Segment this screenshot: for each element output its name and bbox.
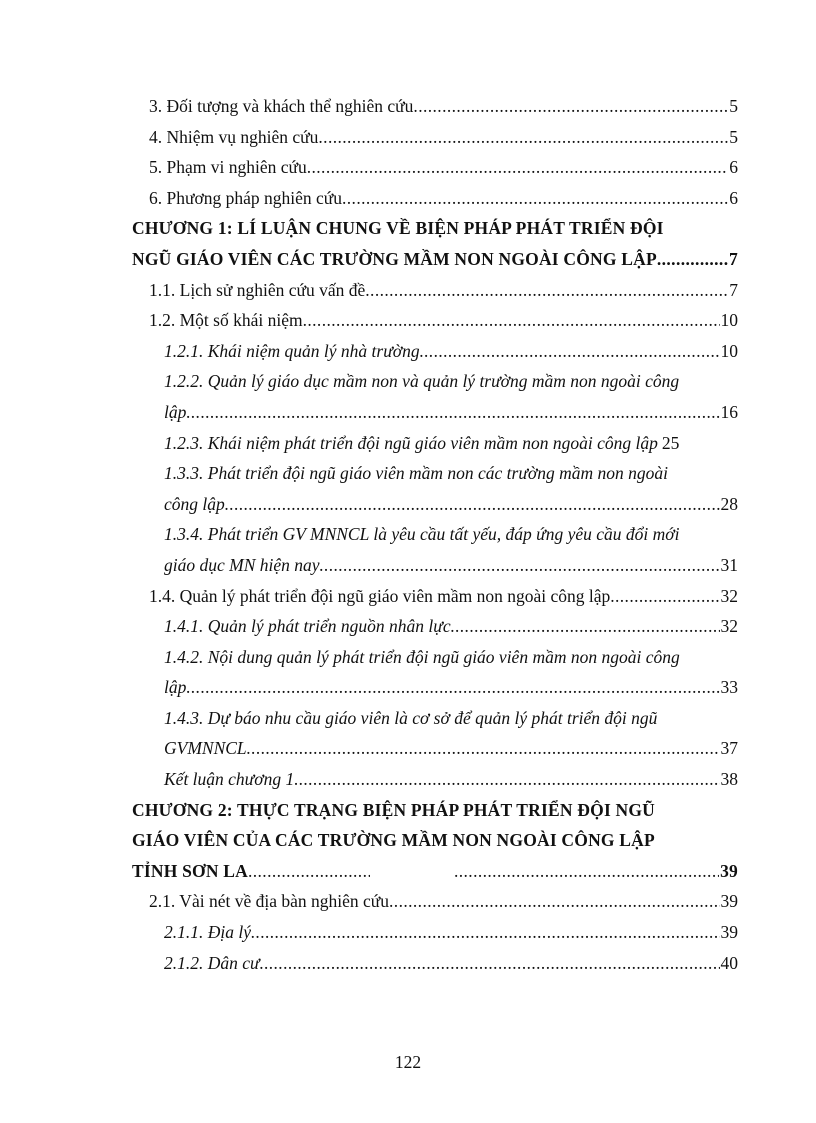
toc-entry-1-4-1[interactable] xyxy=(132,611,738,642)
dot-leader xyxy=(420,336,720,367)
toc-entry-title: 1.2.2. Quản lý giáo dục mầm non và quản lý trường mầm non ngoài công xyxy=(164,371,680,392)
toc-entry-title: 1.4.2. Nội dung quản lý phát triển đội ngũ giáo viên mầm non ngoài công xyxy=(164,646,680,667)
dot-leader xyxy=(657,244,728,275)
toc-entry-page: 31 xyxy=(720,554,738,575)
toc-entry-2-1-1[interactable] xyxy=(132,917,738,948)
toc-entry-page: 5 xyxy=(729,96,738,116)
toc-entry-title: 2.1.1. Địa lý xyxy=(164,922,252,943)
toc-entry-title: 2.1. Vài nét về địa bàn nghiên cứu xyxy=(149,891,390,912)
dot-leader xyxy=(294,764,719,795)
dot-leader xyxy=(248,856,370,887)
toc-entry-page: 32 xyxy=(720,616,738,637)
toc-entry-page: 5 xyxy=(729,126,738,147)
toc-entry-page: 10 xyxy=(720,310,738,331)
dot-leader xyxy=(247,733,720,764)
toc-entry-title: 1.1. Lịch sử nghiên cứu vấn đề xyxy=(149,279,366,300)
dot-leader xyxy=(307,152,729,183)
toc-entry-1-3-3[interactable] xyxy=(132,458,738,519)
toc-entry-6[interactable] xyxy=(132,183,738,214)
toc-entry-page: 33 xyxy=(720,677,738,698)
toc-entry-title: 4. Nhiệm vụ nghiên cứu xyxy=(149,126,319,147)
toc-entry-2-1-2[interactable] xyxy=(132,948,738,979)
toc-entry-page: 6 xyxy=(729,157,738,178)
toc-entry-title: 1.2.3. Khái niệm phát triển đội ngũ giáo viên mầm non ngoài công lập xyxy=(164,432,658,453)
toc-entry-title-cont: GVMNNCL xyxy=(164,738,247,759)
toc-entry-1-4[interactable] xyxy=(132,581,738,612)
toc-entry-1-1[interactable] xyxy=(132,275,738,306)
toc-entry-title: 1.2. Một số khái niệm xyxy=(149,310,303,331)
dot-leader xyxy=(251,917,719,948)
dot-leader xyxy=(225,489,720,520)
toc-entry-title: Kết luận chương 1 xyxy=(164,769,295,790)
dot-leader xyxy=(303,305,720,336)
toc-entry-title: 1.3.4. Phát triển GV MNNCL là yêu cầu tất yếu, đáp ứng yêu cầu đổi mới xyxy=(164,524,680,545)
toc-entry-1-4-3[interactable] xyxy=(132,703,738,764)
toc-entry-title-cont: lập xyxy=(164,677,187,698)
toc-entry-title: 2.1.2. Dân cư xyxy=(164,952,260,973)
chapter-title-line: GIÁO VIÊN CỦA CÁC TRƯỜNG MẦM NON NGOÀI CÔNG LẬP xyxy=(132,830,655,851)
toc-entry-page: 39 xyxy=(720,891,738,912)
toc-entry-conclusion-1[interactable] xyxy=(132,764,738,795)
dot-leader xyxy=(610,581,719,612)
toc-entry-1-2-1[interactable] xyxy=(132,336,738,367)
toc-entry-title-cont: công lập xyxy=(164,493,225,514)
toc-entry-page: 40 xyxy=(720,952,738,973)
toc-entry-page: 37 xyxy=(720,738,738,759)
toc-entry-page: 38 xyxy=(720,769,738,790)
dot-leader xyxy=(318,122,728,153)
chapter-title-line: TỈNH SƠN LA xyxy=(132,860,248,881)
toc-entry-title: 3. Đối tượng và khách thể nghiên cứu xyxy=(149,96,414,116)
toc-entry-title-cont: lập xyxy=(164,401,187,422)
dot-leader xyxy=(320,550,720,581)
toc-entry-page: 16 xyxy=(720,401,738,422)
toc-entry-title: 1.3.3. Phát triển đội ngũ giáo viên mầm non các trường mầm non ngoài xyxy=(164,463,668,484)
toc-entry-page: 32 xyxy=(720,585,738,606)
dot-leader xyxy=(186,672,719,703)
toc-entry-title: 6. Phương pháp nghiên cứu xyxy=(149,187,342,208)
toc-entry-title: 1.2.1. Khái niệm quản lý nhà trường xyxy=(164,340,420,361)
table-of-contents xyxy=(132,91,738,978)
toc-entry-5[interactable] xyxy=(132,152,738,183)
toc-entry-title: 5. Phạm vi nghiên cứu xyxy=(149,157,307,178)
toc-chapter-2[interactable] xyxy=(132,795,738,887)
toc-entry-1-3-4[interactable] xyxy=(132,519,738,580)
dot-leader xyxy=(186,397,719,428)
toc-entry-page: 28 xyxy=(720,493,738,514)
toc-entry-page: 25 xyxy=(661,432,680,453)
dot-leader xyxy=(260,948,720,979)
toc-entry-1-2-3[interactable] xyxy=(132,428,738,459)
toc-entry-title: 1.4.3. Dự báo nhu cầu giáo viên là cơ sở để quản lý phát triển đội ngũ xyxy=(164,707,658,728)
toc-entry-1-2-2[interactable] xyxy=(132,366,738,427)
toc-entry-1-4-2[interactable] xyxy=(132,642,738,703)
dot-leader xyxy=(365,275,728,306)
toc-entry-page: 6 xyxy=(729,187,738,208)
toc-entry-1-2[interactable] xyxy=(132,305,738,336)
dot-leader xyxy=(451,611,720,642)
toc-chapter-1[interactable] xyxy=(132,213,738,274)
toc-entry-4[interactable] xyxy=(132,122,738,153)
chapter-title-line: CHƯƠNG 1: LÍ LUẬN CHUNG VỀ BIỆN PHÁP PHÁT TRIỂN ĐỘI xyxy=(132,218,664,239)
toc-entry-2-1[interactable] xyxy=(132,886,738,917)
dot-leader xyxy=(389,886,719,917)
toc-entry-page: 7 xyxy=(729,248,738,269)
chapter-title-line: NGŨ GIÁO VIÊN CÁC TRƯỜNG MẦM NON NGOÀI CÔNG LẬP xyxy=(132,248,657,269)
toc-entry-page: 7 xyxy=(729,279,738,300)
dot-leader xyxy=(413,91,728,122)
toc-entry-3[interactable] xyxy=(132,91,738,122)
dot-leader xyxy=(342,183,728,214)
chapter-title-line: CHƯƠNG 2: THỰC TRẠNG BIỆN PHÁP PHÁT TRIỂN ĐỘI NGŨ xyxy=(132,799,656,820)
toc-entry-page: 39 xyxy=(720,922,738,943)
page-number: 122 xyxy=(394,1052,422,1072)
toc-entry-page: 10 xyxy=(720,340,738,361)
toc-entry-title: 1.4. Quản lý phát triển đội ngũ giáo viên mầm non ngoài công lập xyxy=(149,585,611,606)
toc-entry-title-cont: giáo dục MN hiện nay xyxy=(164,554,320,575)
toc-entry-title: 1.4.1. Quản lý phát triển nguồn nhân lực xyxy=(164,616,451,637)
toc-entry-page: 39 xyxy=(720,860,738,881)
dot-leader xyxy=(454,856,719,887)
